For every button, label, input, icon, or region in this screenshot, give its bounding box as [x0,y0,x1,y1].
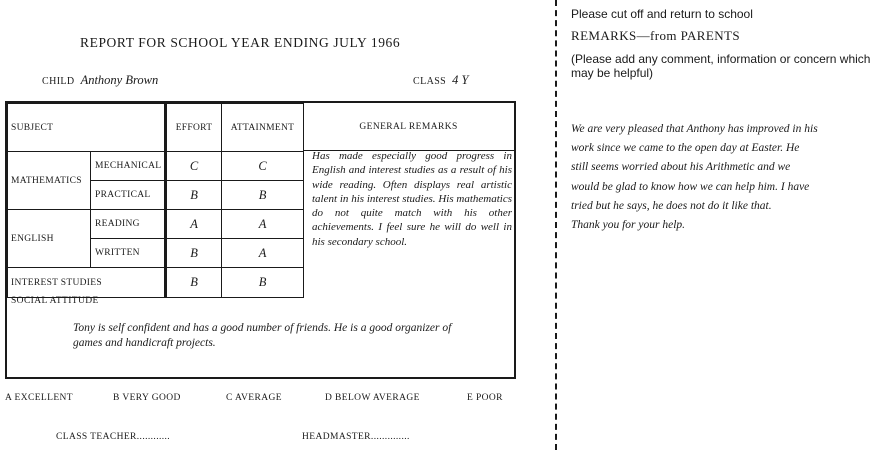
parent-comment-line: still seems worried about his Arithmetic and we [571,161,791,174]
parent-comment-line: tried but he says, he does not do it like that. [571,199,772,212]
reading-effort: A [166,210,222,239]
practical-subject: PRACTICAL [91,181,166,210]
parents-remarks-title: REMARKS—from PARENTS [571,28,740,43]
headmaster-signature: HEADMASTER.............. [302,432,410,442]
report-box [5,101,516,379]
english-subject: ENGLISH [8,210,91,268]
child-name: Anthony Brown [80,73,159,87]
table-row [8,152,304,181]
social-attitude-text: Tony is self confident and has a good number of friends. He is a good organizer of games and handicraft projects. [73,322,452,349]
class-label: CLASS [413,76,447,87]
class-field [413,73,468,88]
general-remarks-header: GENERAL REMARKS [303,103,514,151]
table-row [8,268,304,298]
written-attainment: A [222,239,304,268]
parent-comment-line: would be glad to know how we can help him. I have [571,180,810,193]
header-row [8,104,304,152]
interest-studies-subject: INTEREST STUDIES [8,268,166,298]
parent-comment-line: work since we came to the open day at Easter. He [571,142,800,155]
parent-comment [571,120,877,235]
child-label: CHILD [42,76,75,87]
interest-studies-effort: B [166,268,222,298]
class-teacher-signature: CLASS TEACHER............ [56,432,171,442]
mathematics-subject: MATHEMATICS [8,152,91,210]
class-value: 4 Y [452,73,469,87]
parents-note: (Please add any comment, information or concern which may be helpful) [571,52,871,80]
general-remarks-text: Has made especially good progress in English and interest studies as a result of his wide reading. Often displays real artistic talent in his interest studies. His mathematics do not quite match with his other achievements. I feel sure he will do well in his secondary school. [312,150,512,248]
reading-attainment: A [222,210,304,239]
attainment-header: ATTAINMENT [222,104,304,152]
effort-header: EFFORT [166,104,222,152]
practical-effort: B [166,181,222,210]
cut-off-instruction: Please cut off and return to school [571,7,753,21]
parent-comment-line: We are very pleased that Anthony has improved in his [571,123,818,135]
report-title: REPORT FOR SCHOOL YEAR ENDING JULY 1966 [80,35,401,50]
cut-line [555,0,557,450]
interest-studies-attainment: B [222,268,304,298]
practical-attainment: B [222,181,304,210]
legend-average: C AVERAGE [226,393,282,403]
mechanical-subject: MECHANICAL [91,152,166,181]
mechanical-effort: C [166,152,222,181]
child-field [42,73,158,88]
table-row [8,210,304,239]
legend-excellent: A EXCELLENT [5,393,73,403]
legend-below-average: D BELOW AVERAGE [325,393,420,403]
reading-subject: READING [91,210,166,239]
legend-poor: E POOR [467,393,503,403]
written-subject: WRITTEN [91,239,166,268]
grades-table [7,103,304,298]
subject-header: SUBJECT [8,104,166,152]
parent-comment-line: Thank you for your help. [571,219,686,232]
social-attitude-label: SOCIAL ATTITUDE [11,296,99,306]
legend-very-good: B VERY GOOD [113,393,181,403]
written-effort: B [166,239,222,268]
mechanical-attainment: C [222,152,304,181]
